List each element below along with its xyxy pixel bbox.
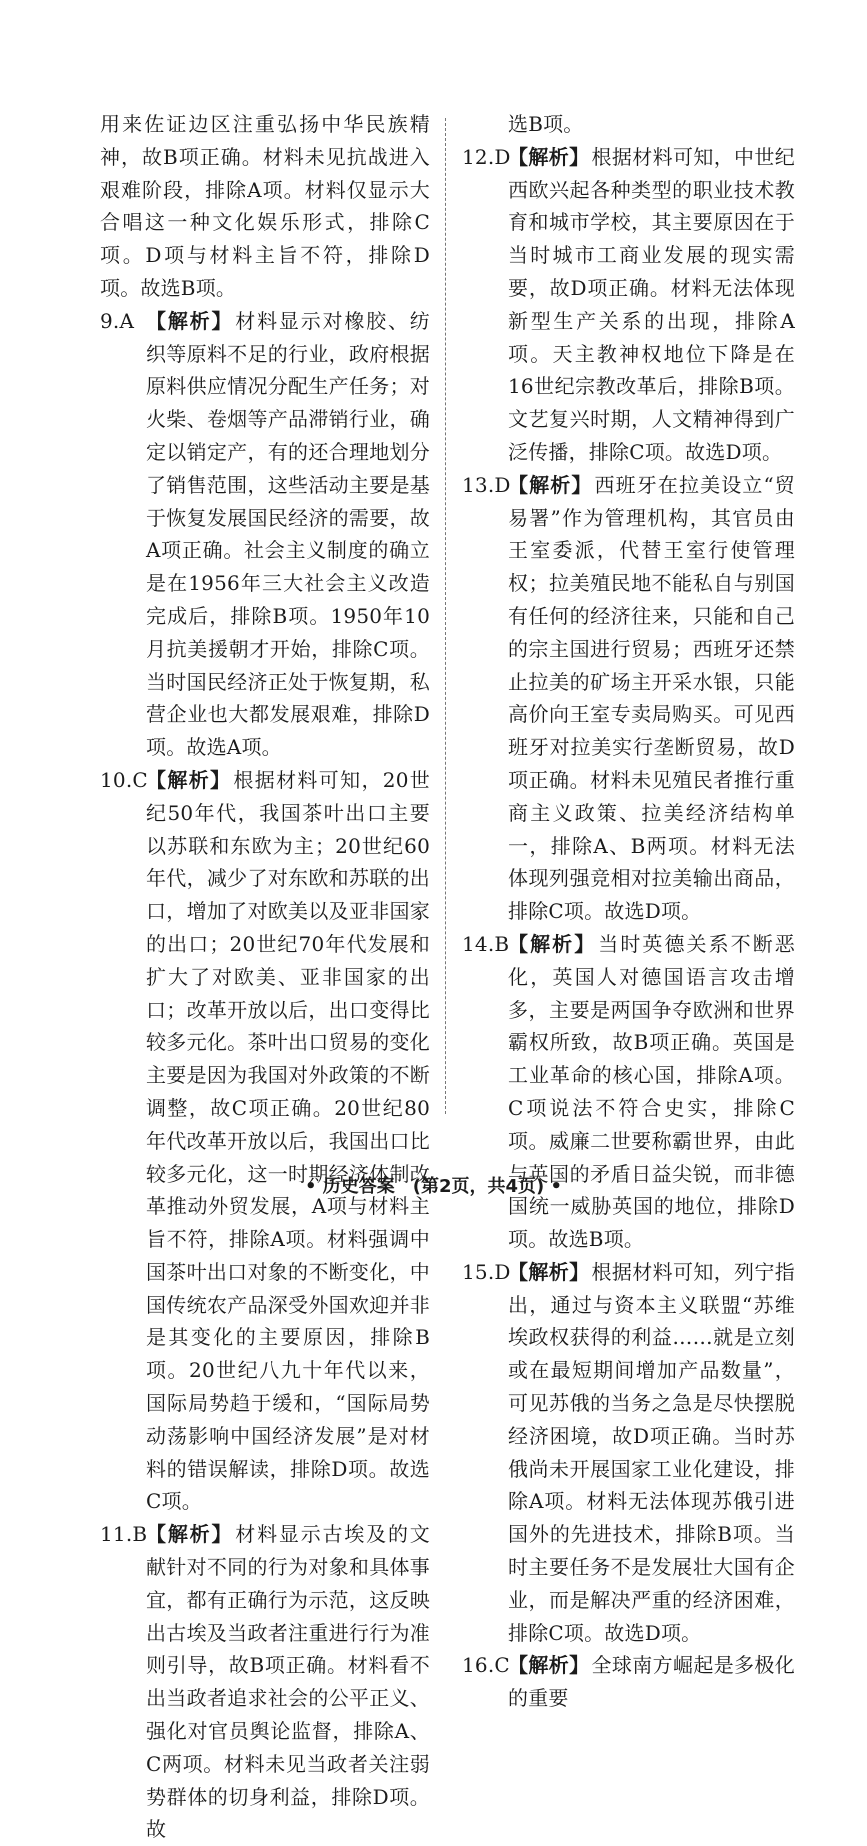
analysis-tag: 【解析】 (508, 931, 597, 956)
analysis-text: 根据材料可知，列宁指出，通过与资本主义联盟“苏维埃政权获得的利益……就是立刻或在最短期间增加产品数量”，可见苏俄的当务之急是尽快摆脱经济困境，故D项正确。当时苏俄尚未开展国家工业化建设，排除A项。材料无法体现苏俄引进国外的先进技术，排除B项。当时主要任务不是发展壮大国有企业，而是解决严重的经济困难，排除C项。故选D项。 (508, 1259, 795, 1645)
column-divider (445, 118, 446, 1114)
answer-body (508, 1256, 795, 1650)
analysis-text: 全球南方崛起是多极化的重要 (508, 1653, 795, 1711)
analysis-tag: 【解析】 (146, 767, 232, 792)
answer-item-13 (462, 469, 795, 928)
answer-number: 15.D (462, 1259, 511, 1284)
left-intro-paragraph: 用来佐证边区注重弘扬中华民族精神，故B项正确。材料未见抗战进入艰难阶段，排除A项。材料仅显示大合唱这一种文化娱乐形式，排除C项。D项与材料主旨不符，排除D项。故选B项。 (100, 112, 430, 300)
analysis-tag: 【解析】 (508, 1259, 590, 1284)
analysis-tag: 【解析】 (146, 308, 234, 333)
analysis-text: 当时英德关系不断恶化，英国人对德国语言攻击增多，主要是两国争夺欧洲和世界霸权所致，故B项正确。英国是工业革命的核心国，排除A项。C项说法不符合史实，排除C项。威廉二世要称霸世界，由此与英国的矛盾日益尖锐，而非德国统一威胁英国的地位，排除D项。故选B项。 (508, 931, 795, 1252)
answer-item-12 (462, 141, 795, 469)
answer-item-14 (462, 928, 795, 1256)
answer-body (508, 141, 795, 469)
answer-item-9 (100, 305, 430, 764)
answer-item-16 (462, 1649, 795, 1715)
answer-number: 11.B (100, 1522, 148, 1547)
answer-item-10 (100, 764, 430, 1518)
analysis-tag: 【解析】 (508, 144, 590, 169)
right-column (462, 108, 795, 1715)
right-intro-paragraph: 选B项。 (508, 112, 584, 136)
answer-number: 13.D (462, 472, 511, 497)
answer-number: 14.B (462, 931, 510, 956)
analysis-text: 根据材料可知，中世纪西欧兴起各种类型的职业技术教育和城市学校，其主要原因在于当时城市工商业发展的现实需要，故D项正确。材料无法体现新型生产关系的出现，排除A项。天主教神权地位下降是在16世纪宗教改革后，排除B项。文艺复兴时期，人文精神得到广泛传播，排除C项。故选D项。 (508, 144, 795, 464)
analysis-tag: 【解析】 (146, 1522, 234, 1547)
answer-number: 12.D (462, 144, 511, 169)
answer-body (508, 1649, 795, 1715)
answer-body (508, 469, 795, 928)
left-column (100, 108, 430, 1846)
answer-item-11 (100, 1518, 430, 1846)
page-footer: • 历史答案 (第2页，共4页) • (304, 1176, 563, 1197)
answer-body (146, 305, 430, 764)
analysis-tag: 【解析】 (508, 472, 593, 497)
answer-body (146, 1518, 430, 1846)
answer-number: 16.C (462, 1653, 510, 1678)
answer-body (508, 928, 795, 1256)
analysis-text: 根据材料可知，20世纪50年代，我国茶叶出口主要以苏联和东欧为主；20世纪60年代，减少了对东欧和苏联的出口，增加了对欧美以及亚非国家的出口；20世纪70年代发展和扩大了对欧美、亚非国家的出口；改革开放以后，出口变得比较多元化。茶叶出口贸易的变化主要是因为我国对外政策的不断调整，故C项正确。20世纪80年代改革开放以后，我国出口比较多元化，这一时期经济体制改革推动外贸发展，A项与材料主旨不符，排除A项。材料强调中国茶叶出口对象的不断变化，中国传统农产品深受外国欢迎并非是其变化的主要原因，排除B项。20世纪八九十年代以来，国际局势趋于缓和，“国际局势动荡影响中国经济发展”是对材料的错误解读，排除D项。故选C项。 (146, 767, 430, 1514)
answer-number: 10.C (100, 767, 148, 792)
answer-item-15 (462, 1256, 795, 1650)
analysis-text: 西班牙在拉美设立“贸易署”作为管理机构，其官员由王室委派，代替王室行使管理权；拉美殖民地不能私自与别国有任何的经济往来，只能和自己的宗主国进行贸易；西班牙还禁止拉美的矿场主开采水银，只能高价向王室专卖局购买。可见西班牙对拉美实行垄断贸易，故D项正确。材料未见殖民者推行重商主义政策、拉美经济结构单一，排除A、B两项。材料无法体现列强竞相对拉美输出商品，排除C项。故选D项。 (508, 472, 795, 924)
answer-number: 9.A (100, 308, 135, 333)
analysis-text: 材料显示古埃及的文献针对不同的行为对象和具体事宜，都有正确行为示范，这反映出古埃及当政者注重进行行为准则引导，故B项正确。材料看不出当政者追求社会的公平正义、强化对官员舆论监督，排除A、C两项。材料未见当政者关注弱势群体的切身利益，排除D项。故 (146, 1522, 430, 1842)
analysis-tag: 【解析】 (508, 1653, 590, 1678)
answer-body (146, 764, 430, 1518)
analysis-text: 材料显示对橡胶、纺织等原料不足的行业，政府根据原料供应情况分配生产任务；对火柴、卷烟等产品滞销行业，确定以销定产，有的还合理地划分了销售范围，这些活动主要是基于恢复发展国民经济的需要，故A项正确。社会主义制度的确立是在1956年三大社会主义改造完成后，排除B项。1950年10月抗美援朝才开始，排除C项。当时国民经济正处于恢复期，私营企业也大都发展艰难，排除D项。故选A项。 (146, 308, 430, 760)
